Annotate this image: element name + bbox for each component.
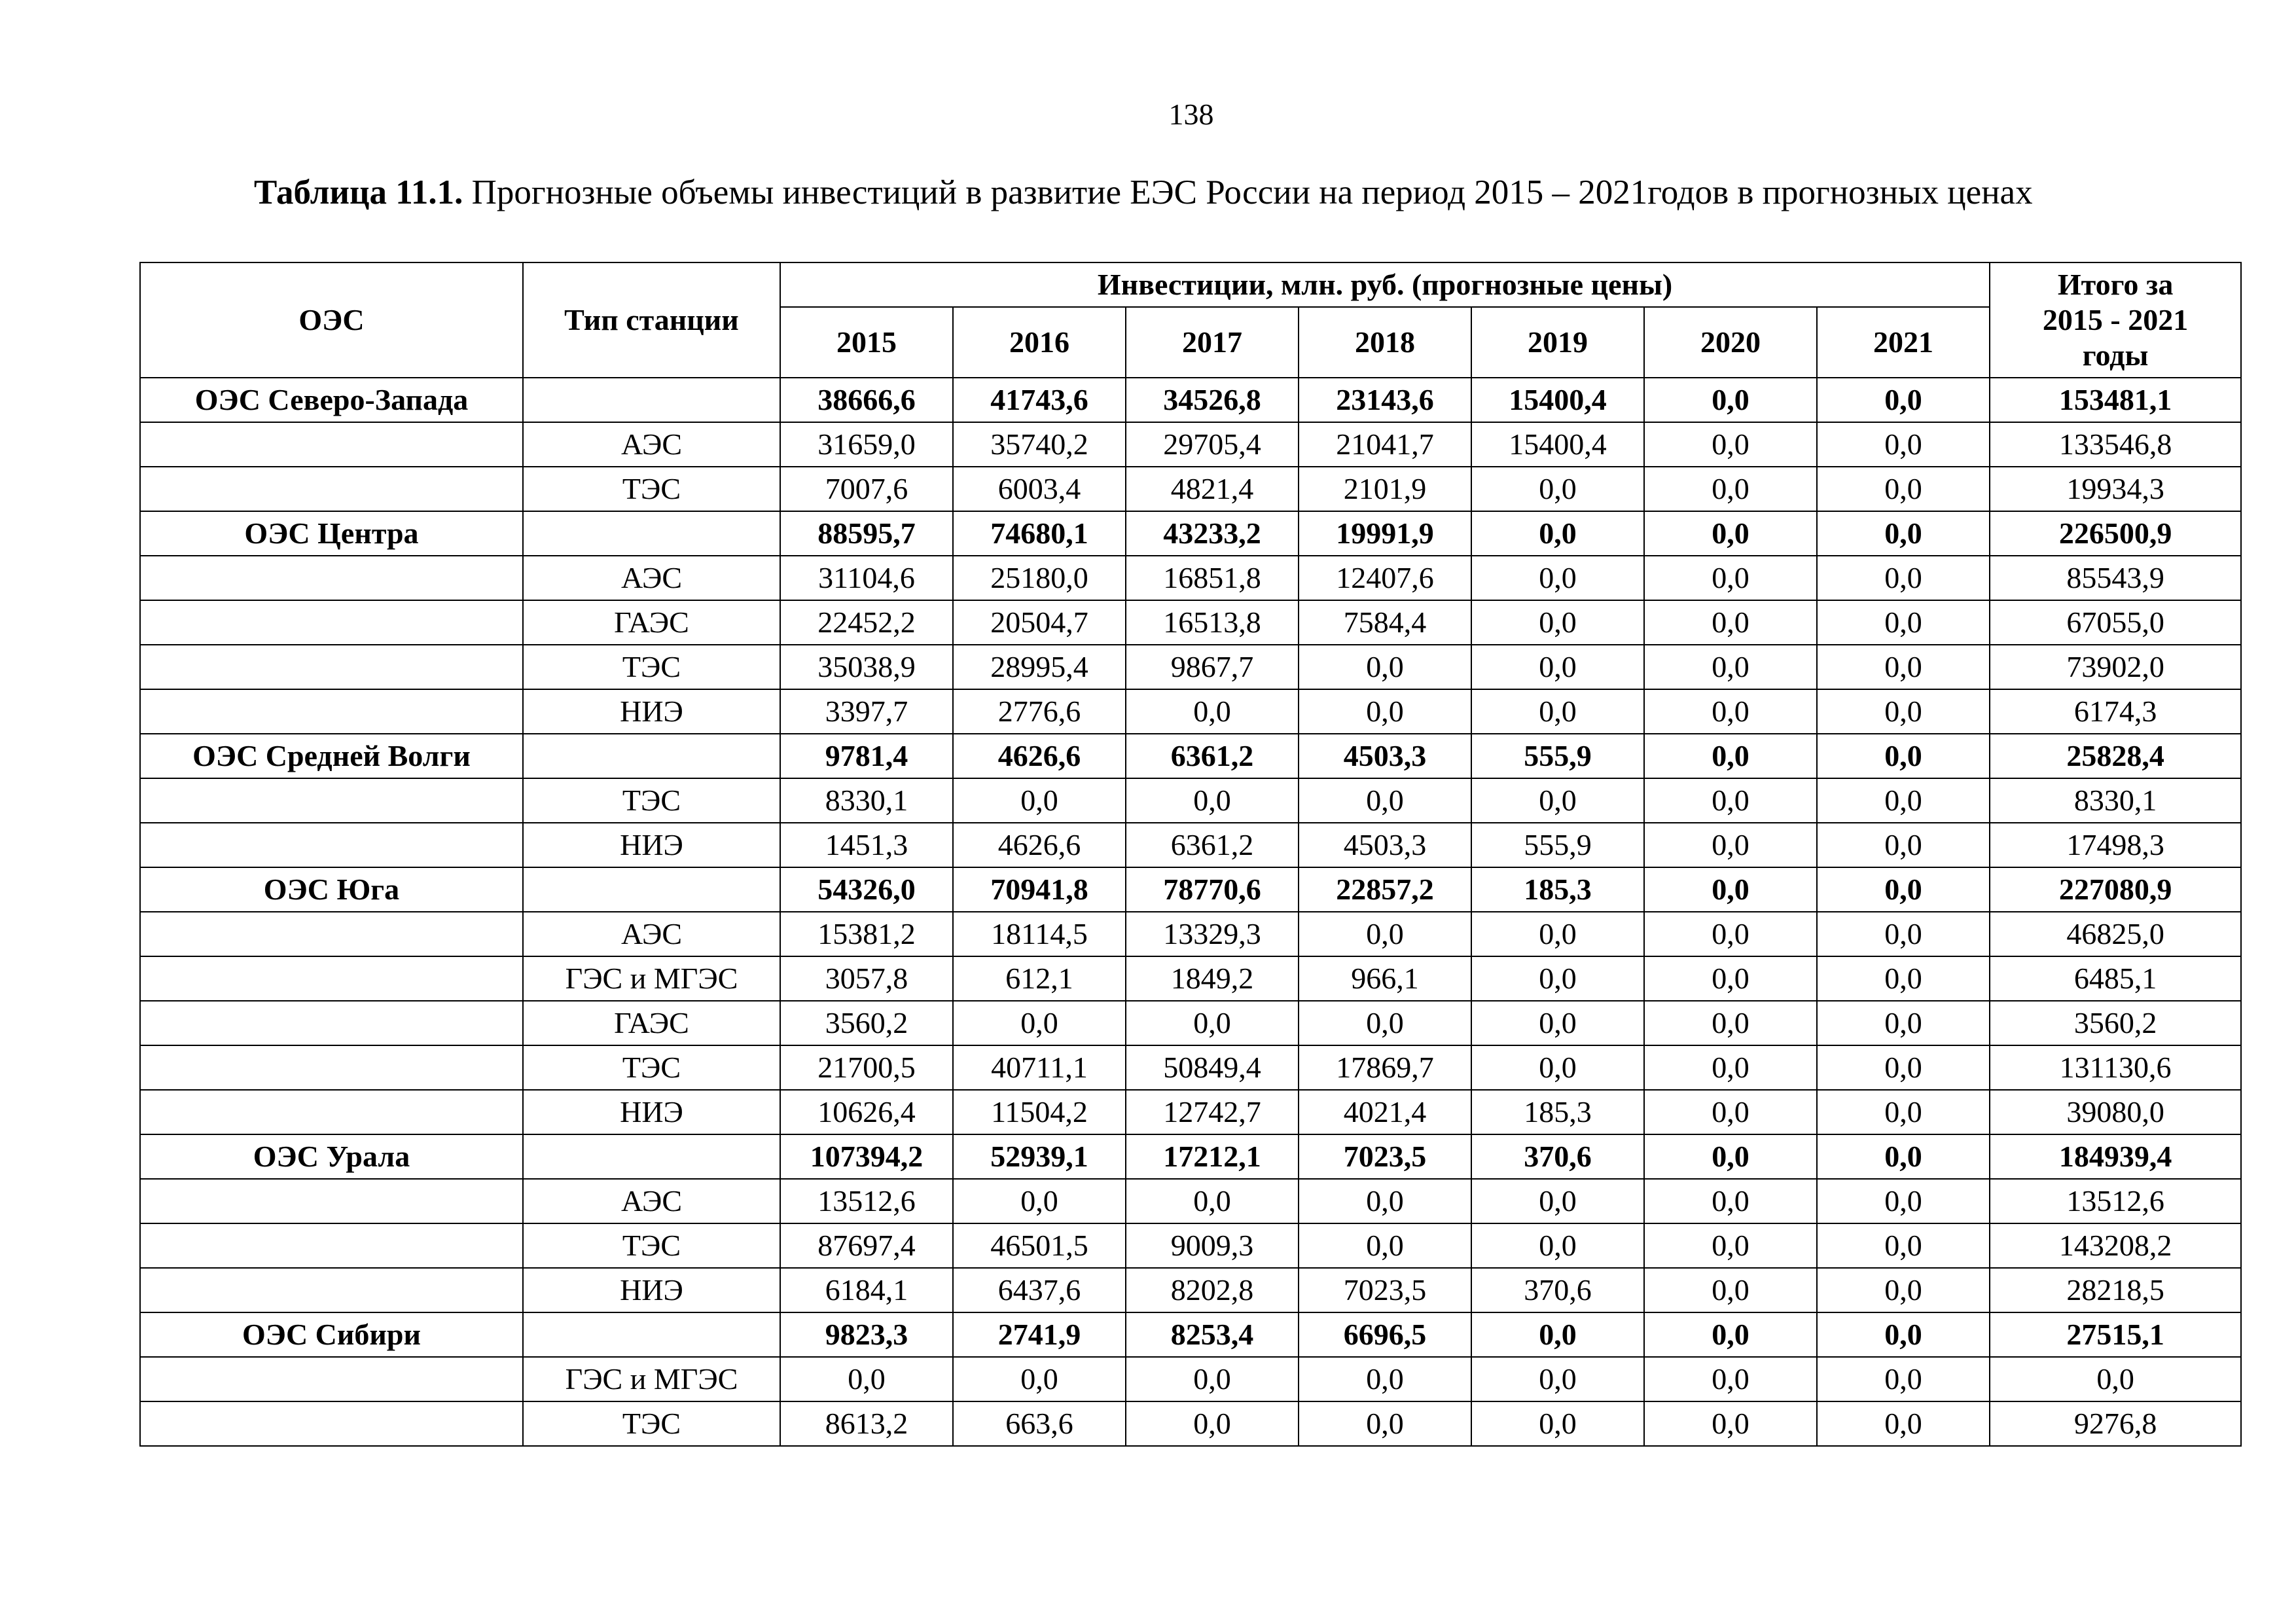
cell-oes (140, 1401, 523, 1446)
cell-total: 0,0 (1990, 1357, 2241, 1401)
cell-value: 0,0 (1644, 689, 1817, 734)
cell-station-type: ГАЭС (523, 600, 780, 645)
header-station-type: Тип станции (523, 262, 780, 378)
cell-station-type: НИЭ (523, 1090, 780, 1134)
cell-value: 0,0 (1817, 511, 1990, 556)
cell-value: 19991,9 (1299, 511, 1471, 556)
cell-value: 40711,1 (953, 1045, 1126, 1090)
region-row (140, 734, 2241, 778)
cell-value: 0,0 (1644, 823, 1817, 867)
cell-total: 17498,3 (1990, 823, 2241, 867)
cell-value: 0,0 (1471, 912, 1644, 956)
cell-value: 0,0 (1299, 1357, 1471, 1401)
header-year: 2018 (1299, 307, 1471, 378)
cell-value: 0,0 (1644, 1134, 1817, 1179)
cell-value: 0,0 (1644, 600, 1817, 645)
region-row (140, 511, 2241, 556)
cell-total: 46825,0 (1990, 912, 2241, 956)
cell-value: 41743,6 (953, 378, 1126, 422)
cell-oes (140, 1001, 523, 1045)
cell-value: 35740,2 (953, 422, 1126, 467)
cell-oes (140, 1357, 523, 1401)
cell-value: 0,0 (1471, 689, 1644, 734)
cell-station-type: ГЭС и МГЭС (523, 1357, 780, 1401)
cell-value: 107394,2 (780, 1134, 953, 1179)
cell-value: 0,0 (1126, 689, 1299, 734)
cell-total: 39080,0 (1990, 1090, 2241, 1134)
cell-value: 0,0 (1644, 1401, 1817, 1446)
cell-value: 4626,6 (953, 734, 1126, 778)
cell-total: 6485,1 (1990, 956, 2241, 1001)
cell-value: 0,0 (1817, 1090, 1990, 1134)
cell-value: 0,0 (1817, 1179, 1990, 1223)
cell-value: 0,0 (1471, 511, 1644, 556)
cell-value: 0,0 (1644, 778, 1817, 823)
cell-oes: ОЭС Северо-Запада (140, 378, 523, 422)
cell-value: 0,0 (1471, 556, 1644, 600)
cell-value: 0,0 (1817, 912, 1990, 956)
cell-value: 2741,9 (953, 1312, 1126, 1357)
cell-value: 7023,5 (1299, 1134, 1471, 1179)
cell-value: 16851,8 (1126, 556, 1299, 600)
cell-value: 0,0 (1644, 956, 1817, 1001)
cell-value: 7007,6 (780, 467, 953, 511)
cell-value: 185,3 (1471, 1090, 1644, 1134)
cell-value: 0,0 (1644, 1045, 1817, 1090)
cell-station-type: ТЭС (523, 645, 780, 689)
cell-value: 0,0 (1817, 1401, 1990, 1446)
cell-oes (140, 778, 523, 823)
cell-station-type: АЭС (523, 1179, 780, 1223)
region-row (140, 1134, 2241, 1179)
cell-value: 0,0 (953, 1179, 1126, 1223)
table-row (140, 1090, 2241, 1134)
table-row (140, 1357, 2241, 1401)
cell-total: 227080,9 (1990, 867, 2241, 912)
cell-oes (140, 1223, 523, 1268)
cell-value: 54326,0 (780, 867, 953, 912)
cell-value: 20504,7 (953, 600, 1126, 645)
cell-value: 0,0 (1299, 1179, 1471, 1223)
header-year: 2017 (1126, 307, 1299, 378)
cell-value: 52939,1 (953, 1134, 1126, 1179)
cell-value: 0,0 (953, 1001, 1126, 1045)
cell-value: 0,0 (1299, 912, 1471, 956)
cell-station-type: АЭС (523, 422, 780, 467)
header-total-line2: 2015 - 2021 (2042, 302, 2189, 336)
cell-station-type: ТЭС (523, 778, 780, 823)
cell-total: 8330,1 (1990, 778, 2241, 823)
cell-value: 0,0 (953, 778, 1126, 823)
cell-station-type: АЭС (523, 912, 780, 956)
cell-value: 0,0 (1817, 1001, 1990, 1045)
cell-oes (140, 422, 523, 467)
investment-table (139, 262, 2242, 1447)
table-row (140, 467, 2241, 511)
cell-value: 4503,3 (1299, 734, 1471, 778)
header-year: 2021 (1817, 307, 1990, 378)
cell-station-type: НИЭ (523, 823, 780, 867)
cell-oes: ОЭС Центра (140, 511, 523, 556)
cell-value: 0,0 (1817, 1045, 1990, 1090)
cell-value: 0,0 (1817, 1268, 1990, 1312)
cell-value: 0,0 (1471, 645, 1644, 689)
cell-value: 0,0 (1644, 912, 1817, 956)
cell-value: 8330,1 (780, 778, 953, 823)
header-year: 2015 (780, 307, 953, 378)
cell-total: 85543,9 (1990, 556, 2241, 600)
table-row (140, 956, 2241, 1001)
cell-value: 3057,8 (780, 956, 953, 1001)
table-row (140, 778, 2241, 823)
cell-value: 31104,6 (780, 556, 953, 600)
cell-oes (140, 912, 523, 956)
cell-value: 2101,9 (1299, 467, 1471, 511)
cell-value: 0,0 (1471, 1045, 1644, 1090)
cell-value: 0,0 (1644, 1179, 1817, 1223)
cell-value: 0,0 (1299, 1223, 1471, 1268)
cell-total: 67055,0 (1990, 600, 2241, 645)
cell-value: 0,0 (1126, 1179, 1299, 1223)
cell-oes (140, 689, 523, 734)
cell-total: 6174,3 (1990, 689, 2241, 734)
cell-station-type (523, 511, 780, 556)
cell-value: 4626,6 (953, 823, 1126, 867)
cell-value: 17212,1 (1126, 1134, 1299, 1179)
cell-value: 663,6 (953, 1401, 1126, 1446)
cell-value: 17869,7 (1299, 1045, 1471, 1090)
cell-value: 1451,3 (780, 823, 953, 867)
table-caption (254, 173, 2257, 212)
cell-value: 0,0 (1644, 1268, 1817, 1312)
cell-value: 370,6 (1471, 1134, 1644, 1179)
cell-station-type (523, 867, 780, 912)
cell-value: 0,0 (1471, 1357, 1644, 1401)
cell-value: 87697,4 (780, 1223, 953, 1268)
cell-value: 0,0 (1644, 1223, 1817, 1268)
cell-oes (140, 600, 523, 645)
cell-total: 13512,6 (1990, 1179, 2241, 1223)
cell-value: 9867,7 (1126, 645, 1299, 689)
cell-value: 8253,4 (1126, 1312, 1299, 1357)
region-row (140, 1312, 2241, 1357)
table-row (140, 1045, 2241, 1090)
cell-value: 7584,4 (1299, 600, 1471, 645)
cell-station-type: ГЭС и МГЭС (523, 956, 780, 1001)
cell-value: 13512,6 (780, 1179, 953, 1223)
cell-value: 28995,4 (953, 645, 1126, 689)
cell-value: 0,0 (1299, 645, 1471, 689)
region-row (140, 378, 2241, 422)
table-row (140, 422, 2241, 467)
cell-value: 25180,0 (953, 556, 1126, 600)
cell-value: 9781,4 (780, 734, 953, 778)
table-row (140, 1001, 2241, 1045)
table-row (140, 689, 2241, 734)
cell-value: 966,1 (1299, 956, 1471, 1001)
cell-value: 0,0 (1299, 1001, 1471, 1045)
cell-value: 0,0 (1817, 734, 1990, 778)
cell-value: 43233,2 (1126, 511, 1299, 556)
cell-total: 3560,2 (1990, 1001, 2241, 1045)
cell-value: 11504,2 (953, 1090, 1126, 1134)
cell-value: 12407,6 (1299, 556, 1471, 600)
cell-value: 35038,9 (780, 645, 953, 689)
cell-total: 184939,4 (1990, 1134, 2241, 1179)
cell-total: 131130,6 (1990, 1045, 2241, 1090)
table-row (140, 912, 2241, 956)
cell-oes (140, 556, 523, 600)
cell-value: 0,0 (1644, 511, 1817, 556)
cell-value: 555,9 (1471, 823, 1644, 867)
cell-station-type (523, 378, 780, 422)
cell-value: 0,0 (1817, 1312, 1990, 1357)
cell-value: 0,0 (1817, 823, 1990, 867)
cell-value: 6361,2 (1126, 734, 1299, 778)
cell-value: 0,0 (1644, 734, 1817, 778)
cell-value: 6696,5 (1299, 1312, 1471, 1357)
cell-value: 16513,8 (1126, 600, 1299, 645)
cell-oes (140, 1090, 523, 1134)
cell-station-type: ТЭС (523, 1401, 780, 1446)
cell-value: 23143,6 (1299, 378, 1471, 422)
cell-value: 31659,0 (780, 422, 953, 467)
cell-value: 9009,3 (1126, 1223, 1299, 1268)
cell-value: 21041,7 (1299, 422, 1471, 467)
cell-value: 0,0 (1817, 1357, 1990, 1401)
cell-oes: ОЭС Сибири (140, 1312, 523, 1357)
cell-value: 0,0 (1817, 600, 1990, 645)
table-row (140, 1268, 2241, 1312)
cell-oes: ОЭС Средней Волги (140, 734, 523, 778)
cell-value: 0,0 (1471, 956, 1644, 1001)
cell-total: 19934,3 (1990, 467, 2241, 511)
cell-value: 0,0 (1644, 1312, 1817, 1357)
cell-value: 0,0 (1471, 600, 1644, 645)
cell-value: 0,0 (780, 1357, 953, 1401)
cell-value: 0,0 (1817, 378, 1990, 422)
cell-value: 0,0 (1644, 867, 1817, 912)
cell-value: 4821,4 (1126, 467, 1299, 511)
cell-value: 0,0 (953, 1357, 1126, 1401)
cell-station-type: ГАЭС (523, 1001, 780, 1045)
cell-total: 143208,2 (1990, 1223, 2241, 1268)
cell-value: 0,0 (1644, 422, 1817, 467)
cell-oes: ОЭС Урала (140, 1134, 523, 1179)
cell-value: 70941,8 (953, 867, 1126, 912)
header-oes: ОЭС (140, 262, 523, 378)
cell-value: 15381,2 (780, 912, 953, 956)
cell-value: 4021,4 (1299, 1090, 1471, 1134)
cell-oes (140, 645, 523, 689)
cell-value: 8202,8 (1126, 1268, 1299, 1312)
table-row (140, 1223, 2241, 1268)
table-row (140, 1179, 2241, 1223)
cell-value: 15400,4 (1471, 422, 1644, 467)
cell-value: 0,0 (1644, 1090, 1817, 1134)
cell-value: 0,0 (1126, 1357, 1299, 1401)
cell-station-type: ТЭС (523, 1045, 780, 1090)
cell-value: 0,0 (1644, 467, 1817, 511)
cell-value: 0,0 (1471, 778, 1644, 823)
cell-oes (140, 956, 523, 1001)
cell-value: 88595,7 (780, 511, 953, 556)
cell-value: 1849,2 (1126, 956, 1299, 1001)
cell-value: 0,0 (1644, 1001, 1817, 1045)
cell-value: 38666,6 (780, 378, 953, 422)
cell-oes: ОЭС Юга (140, 867, 523, 912)
cell-total: 73902,0 (1990, 645, 2241, 689)
cell-value: 13329,3 (1126, 912, 1299, 956)
cell-oes (140, 1268, 523, 1312)
cell-value: 46501,5 (953, 1223, 1126, 1268)
cell-value: 555,9 (1471, 734, 1644, 778)
cell-value: 6003,4 (953, 467, 1126, 511)
cell-value: 9823,3 (780, 1312, 953, 1357)
cell-value: 22452,2 (780, 600, 953, 645)
cell-station-type (523, 734, 780, 778)
header-year: 2016 (953, 307, 1126, 378)
cell-value: 0,0 (1817, 645, 1990, 689)
cell-total: 133546,8 (1990, 422, 2241, 467)
header-total-line3: годы (2082, 338, 2149, 372)
cell-value: 78770,6 (1126, 867, 1299, 912)
cell-total: 226500,9 (1990, 511, 2241, 556)
cell-value: 0,0 (1126, 1401, 1299, 1446)
cell-value: 4503,3 (1299, 823, 1471, 867)
cell-value: 0,0 (1644, 556, 1817, 600)
cell-value: 0,0 (1471, 1179, 1644, 1223)
cell-total: 25828,4 (1990, 734, 2241, 778)
cell-value: 12742,7 (1126, 1090, 1299, 1134)
cell-value: 6361,2 (1126, 823, 1299, 867)
cell-value: 15400,4 (1471, 378, 1644, 422)
cell-station-type (523, 1134, 780, 1179)
cell-value: 612,1 (953, 956, 1126, 1001)
cell-value: 0,0 (1126, 778, 1299, 823)
cell-station-type (523, 1312, 780, 1357)
table-row (140, 600, 2241, 645)
cell-value: 29705,4 (1126, 422, 1299, 467)
cell-value: 0,0 (1644, 1357, 1817, 1401)
table-caption-text: Прогнозные объемы инвестиций в развитие ЕЭС России на период 2015 – 2021годов в прогнозных ценах (463, 173, 2033, 211)
cell-value: 0,0 (1471, 467, 1644, 511)
cell-value: 2776,6 (953, 689, 1126, 734)
page-number: 138 (1168, 98, 1214, 131)
cell-total: 27515,1 (1990, 1312, 2241, 1357)
cell-total: 153481,1 (1990, 378, 2241, 422)
cell-value: 6184,1 (780, 1268, 953, 1312)
header-total-line1: Итого за (2057, 267, 2174, 301)
region-row (140, 867, 2241, 912)
cell-value: 22857,2 (1299, 867, 1471, 912)
table-row (140, 1401, 2241, 1446)
cell-station-type: АЭС (523, 556, 780, 600)
table-caption-label: Таблица 11.1. (254, 173, 463, 211)
cell-total: 9276,8 (1990, 1401, 2241, 1446)
cell-value: 0,0 (1817, 556, 1990, 600)
cell-value: 0,0 (1817, 1134, 1990, 1179)
cell-value: 0,0 (1299, 1401, 1471, 1446)
cell-value: 7023,5 (1299, 1268, 1471, 1312)
cell-oes (140, 467, 523, 511)
cell-value: 10626,4 (780, 1090, 953, 1134)
cell-value: 3560,2 (780, 1001, 953, 1045)
cell-value: 0,0 (1644, 378, 1817, 422)
table-row (140, 823, 2241, 867)
cell-value: 8613,2 (780, 1401, 953, 1446)
cell-value: 0,0 (1817, 467, 1990, 511)
cell-value: 50849,4 (1126, 1045, 1299, 1090)
cell-value: 3397,7 (780, 689, 953, 734)
header-total (1990, 262, 2241, 378)
header-investments: Инвестиции, млн. руб. (прогнозные цены) (780, 262, 1990, 307)
cell-station-type: НИЭ (523, 1268, 780, 1312)
cell-value: 18114,5 (953, 912, 1126, 956)
cell-value: 0,0 (1471, 1401, 1644, 1446)
cell-station-type: ТЭС (523, 1223, 780, 1268)
cell-value: 0,0 (1471, 1001, 1644, 1045)
cell-value: 0,0 (1471, 1223, 1644, 1268)
cell-value: 74680,1 (953, 511, 1126, 556)
cell-station-type: НИЭ (523, 689, 780, 734)
cell-value: 0,0 (1299, 778, 1471, 823)
header-year: 2019 (1471, 307, 1644, 378)
cell-value: 185,3 (1471, 867, 1644, 912)
cell-value: 34526,8 (1126, 378, 1299, 422)
header-year: 2020 (1644, 307, 1817, 378)
cell-value: 0,0 (1126, 1001, 1299, 1045)
cell-value: 21700,5 (780, 1045, 953, 1090)
cell-oes (140, 1045, 523, 1090)
cell-total: 28218,5 (1990, 1268, 2241, 1312)
cell-value: 370,6 (1471, 1268, 1644, 1312)
table-row (140, 556, 2241, 600)
cell-value: 0,0 (1299, 689, 1471, 734)
cell-value: 0,0 (1644, 645, 1817, 689)
cell-value: 0,0 (1817, 1223, 1990, 1268)
cell-oes (140, 823, 523, 867)
cell-value: 0,0 (1817, 956, 1990, 1001)
cell-value: 0,0 (1817, 778, 1990, 823)
cell-oes (140, 1179, 523, 1223)
cell-value: 6437,6 (953, 1268, 1126, 1312)
cell-station-type: ТЭС (523, 467, 780, 511)
cell-value: 0,0 (1817, 422, 1990, 467)
table-row (140, 645, 2241, 689)
cell-value: 0,0 (1817, 867, 1990, 912)
cell-value: 0,0 (1471, 1312, 1644, 1357)
cell-value: 0,0 (1817, 689, 1990, 734)
